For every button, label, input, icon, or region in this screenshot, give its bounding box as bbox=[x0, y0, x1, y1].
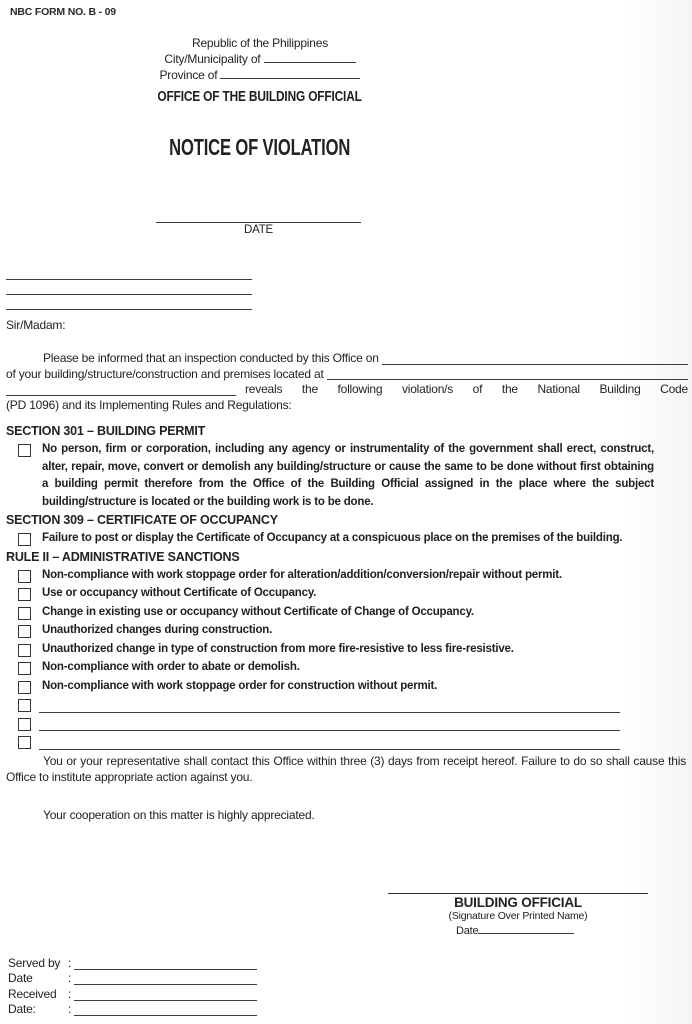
checkbox-building-permit[interactable] bbox=[18, 444, 31, 457]
location-input-line-2[interactable] bbox=[6, 382, 236, 396]
rule-ii-heading: RULE II – ADMINISTRATIVE SANCTIONS bbox=[6, 549, 240, 564]
received-label: Received bbox=[8, 986, 57, 1001]
violation-item bbox=[6, 678, 688, 696]
received-date-label: Date: bbox=[8, 1001, 36, 1016]
province-label: Province of bbox=[159, 68, 218, 82]
signature-date-input-line[interactable] bbox=[478, 922, 574, 934]
checkbox-work-stoppage-construction[interactable] bbox=[18, 681, 31, 694]
section-301-heading: SECTION 301 – BUILDING PERMIT bbox=[6, 424, 206, 438]
received-row bbox=[8, 985, 257, 1000]
date-input-line[interactable] bbox=[156, 209, 361, 223]
checkbox-other-2[interactable] bbox=[18, 718, 31, 731]
violation-item bbox=[6, 641, 688, 659]
intro-line-4-text: (PD 1096) and its Implementing Rules and Regulations: bbox=[6, 397, 292, 412]
contact-notice-text: You or your representative shall contact this Office within three (3) days from receipt hereof. Failure to do so shall cause this Office to institute appropriate action against you. bbox=[6, 754, 686, 784]
date-block bbox=[156, 209, 361, 236]
addressee-input-line-1[interactable] bbox=[6, 265, 252, 280]
colon: : bbox=[68, 1001, 72, 1016]
signature-date-label: Date bbox=[456, 925, 479, 937]
paragraph-indent bbox=[6, 351, 43, 367]
intro-line-2 bbox=[6, 367, 688, 383]
page-title: NOTICE OF VIOLATION bbox=[169, 134, 351, 160]
violation-item bbox=[6, 441, 688, 511]
intro-line-1-text: Please be informed that an inspection conducted by this Office on bbox=[43, 351, 379, 365]
checkbox-change-existing-use[interactable] bbox=[18, 607, 31, 620]
location-input-line-1[interactable] bbox=[327, 367, 688, 381]
served-by-row bbox=[8, 955, 257, 970]
signature-date-row bbox=[388, 922, 648, 937]
received-input-line[interactable] bbox=[74, 988, 257, 1001]
other-violation-row bbox=[6, 715, 688, 734]
signature-block bbox=[388, 880, 648, 937]
service-block bbox=[8, 955, 257, 1016]
violation-item bbox=[6, 659, 688, 677]
province-input-line[interactable] bbox=[220, 67, 360, 79]
violation-item-label: Unauthorized changes during construction. bbox=[42, 624, 273, 636]
intro-line-2-text: of your building/structure/construction and premises located at bbox=[6, 366, 324, 381]
republic-line: Republic of the Philippines bbox=[191, 36, 329, 50]
other-violation-row bbox=[6, 696, 688, 715]
intro-paragraph bbox=[6, 351, 688, 413]
form-number: NBC FORM NO. B - 09 bbox=[10, 6, 116, 18]
city-municipality-input-line[interactable] bbox=[264, 51, 356, 63]
violations-list bbox=[6, 422, 688, 752]
violation-item bbox=[6, 585, 688, 603]
section-309-heading: SECTION 309 – CERTIFICATE OF OCCUPANCY bbox=[6, 513, 278, 527]
violation-item bbox=[6, 567, 688, 585]
served-by-label: Served by bbox=[8, 956, 61, 971]
intro-line-1 bbox=[6, 351, 688, 367]
received-date-row bbox=[8, 1001, 257, 1016]
checkbox-unauthorized-changes[interactable] bbox=[18, 625, 31, 638]
closing-paragraphs bbox=[6, 754, 686, 824]
inspection-date-input-line[interactable] bbox=[382, 351, 688, 365]
checkbox-use-without-certificate[interactable] bbox=[18, 588, 31, 601]
served-date-row bbox=[8, 970, 257, 985]
violation-item-label: Use or occupancy without Certificate of Occupancy. bbox=[42, 587, 317, 599]
intro-line-3-text: reveals the following violation/s of the National Building Code bbox=[245, 382, 688, 397]
other-violation-input-line-2[interactable] bbox=[39, 715, 620, 732]
checkbox-fire-resistive-change[interactable] bbox=[18, 644, 31, 657]
violation-item-label: Change in existing use or occupancy without Certificate of Change of Occupancy. bbox=[42, 605, 474, 618]
addressee-input-line-2[interactable] bbox=[6, 280, 252, 295]
colon: : bbox=[68, 986, 72, 1001]
office-title: OFFICE OF THE BUILDING OFFICIAL bbox=[157, 89, 363, 105]
received-date-input-line[interactable] bbox=[74, 1003, 257, 1016]
violation-item bbox=[6, 530, 688, 548]
checkbox-abate-demolish[interactable] bbox=[18, 662, 31, 675]
checkbox-other-1[interactable] bbox=[18, 699, 31, 712]
province-line bbox=[0, 67, 520, 83]
checkbox-other-3[interactable] bbox=[18, 736, 31, 749]
signature-subtitle: (Signature Over Printed Name) bbox=[448, 910, 588, 922]
colon: : bbox=[68, 956, 72, 971]
form-header bbox=[0, 36, 520, 83]
violation-item-label: Non-compliance with order to abate or demolish. bbox=[42, 661, 300, 673]
violation-item-label: Failure to post or display the Certificate of Occupancy at a conspicuous place on the premises of the building. bbox=[42, 532, 623, 544]
addressee-input-line-3[interactable] bbox=[6, 295, 252, 310]
cooperation-text: Your cooperation on this matter is highly appreciated. bbox=[43, 808, 315, 823]
signature-input-line[interactable] bbox=[388, 880, 648, 894]
colon: : bbox=[68, 971, 72, 986]
violation-item-label: No person, firm or corporation, including any agency or instrumentality of the government shall erect, construct, alter, repair, move, convert or demolish any building/structure or cause the same to be done without first obtaining a building permit therefore from the Office of the Building Official assigned in the place where the subject building/structure is located or the building work is to be done. bbox=[42, 443, 654, 508]
checkbox-certificate-occupancy[interactable] bbox=[18, 533, 31, 546]
checkbox-work-stoppage-alteration[interactable] bbox=[18, 570, 31, 583]
other-violation-input-line-3[interactable] bbox=[39, 733, 620, 750]
served-date-label: Date bbox=[8, 971, 33, 986]
served-date-input-line[interactable] bbox=[74, 972, 257, 985]
intro-line-3 bbox=[6, 382, 688, 398]
building-official-label: BUILDING OFFICIAL bbox=[454, 895, 582, 910]
city-municipality-label: City/Municipality of bbox=[164, 52, 261, 66]
violation-item bbox=[6, 604, 688, 622]
other-violation-input-line-1[interactable] bbox=[39, 696, 620, 713]
violation-item bbox=[6, 622, 688, 640]
addressee-block bbox=[6, 265, 252, 310]
served-by-input-line[interactable] bbox=[74, 957, 257, 970]
violation-item-label: Unauthorized change in type of construction from more fire-resistive to less fire-resistive. bbox=[42, 642, 514, 655]
date-label: DATE bbox=[243, 224, 274, 236]
other-violation-row bbox=[6, 733, 688, 752]
violation-item-label: Non-compliance with work stoppage order for alteration/addition/conversion/repair without permit. bbox=[42, 568, 562, 581]
salutation: Sir/Madam: bbox=[6, 318, 66, 332]
violation-item-label: Non-compliance with work stoppage order for construction without permit. bbox=[42, 679, 438, 692]
city-municipality-line bbox=[0, 51, 520, 67]
